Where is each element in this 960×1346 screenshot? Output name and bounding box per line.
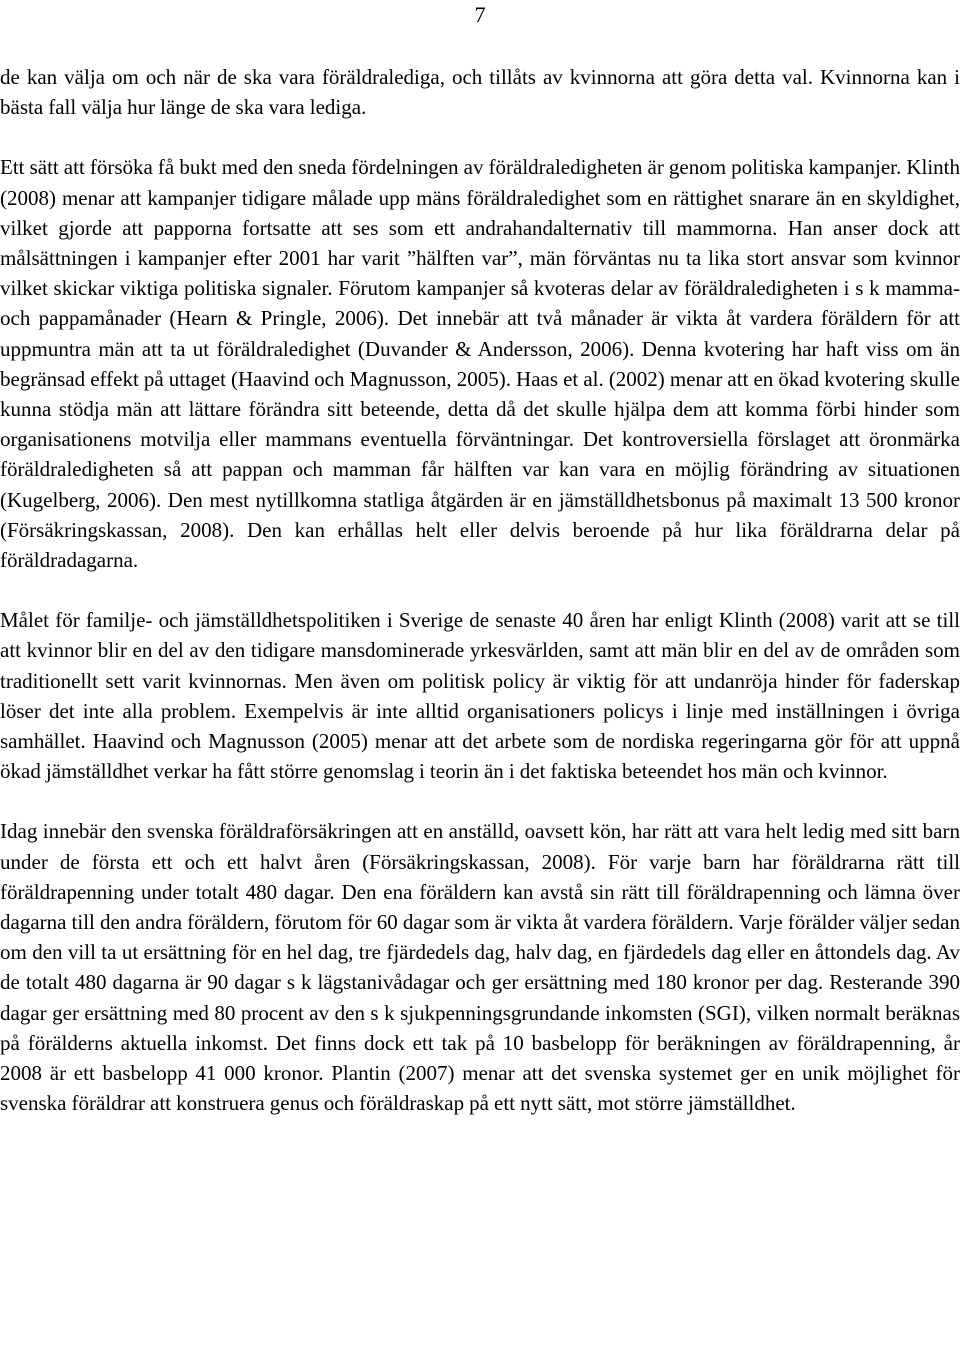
paragraph-continuation: de kan välja om och när de ska vara föräldralediga, och tillåts av kvinnorna att göra detta val. Kvinnorna kan i bästa fall välja hur länge de ska vara lediga. (0, 65, 960, 120)
paragraph-parental-insurance: Idag innebär den svenska föräldraförsäkringen att en anställd, oavsett kön, har rätt att vara helt ledig med sitt barn under de första ett och ett halvt åren (Försäkringskassan, 2008). För varje barn har föräldrarna rätt till föräldrapenning under totalt 480 dagar. Den ena föräldern kan avstå sin rätt till föräldrapenning och lämna över dagarna till den andra föräldern, förutom för 60 dagar som är vikta åt vardera föräldern. Varje förälder väljer sedan om den vill ta ut ersättning för en hel dag, tre fjärdedels dag, halv dag, en fjärdedels dag eller en åttondels dag. Av de totalt 480 dagarna är 90 dagar s k lägstanivådagar och ger ersättning med 180 kronor per dag. Resterande 390 dagar ger ersättning med 80 procent av den s k sjukpenningsgrundande inkomsten (SGI), vilken normalt beräknas på förälderns aktuella inkomst. Det finns dock ett tak på 10 basbelopp för beräkningen av föräldrapenning, år 2008 är ett basbelopp 41 000 kronor. Plantin (2007) menar att det svenska systemet ger en unik möjlighet för svenska föräldrar att konstruera genus och föräldraskap på ett nytt sätt, mot större jämställdhet. (0, 819, 960, 1116)
document-body (0, 62, 960, 1119)
paragraph-campaigns: Ett sätt att försöka få bukt med den sneda fördelningen av föräldraledigheten är genom politiska kampanjer. Klinth (2008) menar att kampanjer tidigare målade upp mäns föräldraledighet som en rättighet snarare än en skyldighet, vilket gjorde att papporna fortsatte att ses som ett andrahandalternativ till mammorna. Han anser dock att målsättningen i kampanjer efter 2001 har varit ”hälften var”, män förväntas nu ta lika stort ansvar som kvinnor vilket skickar viktiga politiska signaler. Förutom kampanjer så kvoteras delar av föräldraledigheten i s k mamma- och pappamånader (Hearn & Pringle, 2006). Det innebär att två månader är vikta åt vardera föräldern för att uppmuntra män att ta ut föräldraledighet (Duvander & Andersson, 2006). Denna kvotering har haft viss om än begränsad effekt på uttaget (Haavind och Magnusson, 2005). Haas et al. (2002) menar att en ökad kvotering skulle kunna stödja män att lättare förändra sitt beteende, detta då det skulle hjälpa dem att komma förbi hinder som organisationens motvilja eller mammans eventuella förväntningar. Det kontroversiella förslaget att öronmärka föräldraledigheten så att pappan och mamman får hälften var kan vara en möjlig förändring av situationen (Kugelberg, 2006). Den mest nytillkomna statliga åtgärden är en jämställdhetsbonus på maximalt 13 500 kronor (Försäkringskassan, 2008). Den kan erhållas helt eller delvis beroende på hur lika föräldrarna delar på föräldradagarna. (0, 155, 960, 573)
page-number: 7 (474, 2, 486, 27)
paragraph-family-policy: Målet för familje- och jämställdhetspolitiken i Sverige de senaste 40 åren har enligt Klinth (2008) varit att se till att kvinnor blir en del av den tidigare mansdominerade yrkesvärlden, samt att män blir en del av de områden som traditionellt sett varit kvinnornas. Men även om politisk policy är viktig för att undanröja hinder för faderskap löser det inte alla problem. Exempelvis är inte alltid organisationers policys i linje med inställningen i övriga samhället. Haavind och Magnusson (2005) menar att det arbete som de nordiska regeringarna gör för att uppnå ökad jämställdhet verkar ha fått större genomslag i teorin än i det faktiska beteendet hos män och kvinnor. (0, 608, 960, 784)
